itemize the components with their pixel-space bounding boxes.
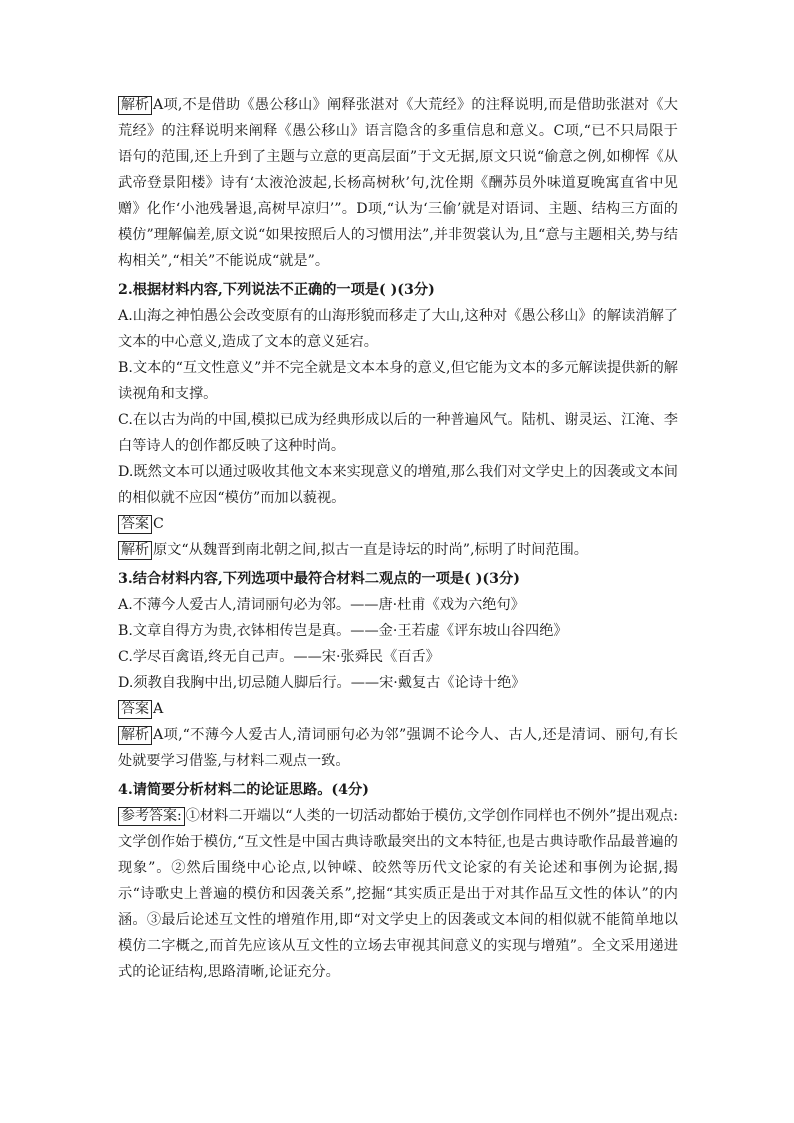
analysis-text: 原文“从魏晋到南北朝之间,拟古一直是诗坛的时尚”,标明了时间范围。 xyxy=(153,542,588,558)
analysis-tag: 解析 xyxy=(118,541,152,560)
q3-option-d: D.须教自我胸中出,切忌随人脚后行。——宋·戴复古《论诗十绝》 xyxy=(118,675,526,691)
reference-answer-tag: 参考答案: xyxy=(118,807,185,826)
question-3: 3.结合材料内容,下列选项中最符合材料二观点的一项是( )(3分) xyxy=(118,571,520,587)
question-4: 4.请简要分析材料二的论证思路。(4分) xyxy=(118,782,369,798)
q3-answer xyxy=(118,696,678,722)
q3-option-c: C.学尽百禽语,终无自己声。——宋·张舜民《百舌》 xyxy=(118,649,440,665)
q2-option-a: A.山海之神怕愚公会改变原有的山海形貌而移走了大山,这种对《愚公移山》的解读消解了文本的中心意义,造成了文本的意义延宕。 xyxy=(118,308,678,350)
answer-value: A xyxy=(153,701,164,717)
q3-analysis xyxy=(118,722,678,774)
q2-option-b: B.文本的“互文性意义”并不完全就是文本本身的意义,但它能为文本的多元解读提供新的解读视角和支撑。 xyxy=(118,360,678,402)
analysis-paragraph xyxy=(118,92,678,274)
document-page xyxy=(118,92,678,985)
q2-option-d: D.既然文本可以通过吸收其他文本来实现意义的增殖,那么我们对文学史上的因袭或文本间的相似就不应因“模仿”而加以藐视。 xyxy=(118,464,678,506)
q2-answer xyxy=(118,511,678,537)
answer-tag: 答案 xyxy=(118,700,152,719)
analysis-text: A项,“不薄今人爱古人,清词丽句必为邻”强调不论今人、古人,还是清词、丽句,有长处就要学习借鉴,与材料二观点一致。 xyxy=(118,727,678,769)
analysis-tag: 解析 xyxy=(118,96,152,115)
q2-option-c: C.在以古为尚的中国,模拟已成为经典形成以后的一种普遍风气。陆机、谢灵运、江淹、李白等诗人的创作都反映了这种时尚。 xyxy=(118,412,678,454)
q4-answer xyxy=(118,803,678,985)
q3-option-b: B.文章自得方为贵,衣钵相传岂是真。——金·王若虚《评东坡山谷四绝》 xyxy=(118,623,568,639)
analysis-tag: 解析 xyxy=(118,726,152,745)
analysis-text: A项,不是借助《愚公移山》阐释张湛对《大荒经》的注释说明,而是借助张湛对《大荒经》的注释说明来阐释《愚公移山》语言隐含的多重信息和意义。C项,“已不只局限于语句的范围,还上升到了主题与立意的更高层面”于文无据,原文只说“偷意之例,如柳恽《从武帝登景阳楼》诗有‘太液沧波起,长杨高树秋’句,沈佺期《酬苏员外味道夏晚寓直省中见赠》化作‘小池残暑退,高树早凉归’”。D项,“认为‘三偷’就是对语词、主题、结构三方面的模仿”理解偏差,原文说“如果按照后人的习惯用法”,并非贺裳认为,且“意与主题相关,势与结构相关”,“相关”不能说成“就是”。 xyxy=(118,97,678,269)
q3-option-a: A.不薄今人爱古人,清词丽句必为邻。——唐·杜甫《戏为六绝句》 xyxy=(118,597,525,613)
q2-analysis xyxy=(118,537,678,563)
question-2: 2.根据材料内容,下列说法不正确的一项是( )(3分) xyxy=(118,282,435,298)
answer-tag: 答案 xyxy=(118,515,152,534)
reference-answer-text: ①材料二开端以“人类的一切活动都始于模仿,文学创作同样也不例外”提出观点:文学创作始于模仿,“互文性是中国古典诗歌最突出的文本特征,也是古典诗歌作品最普遍的现象”。②然后围绕中心论点,以钟嵘、皎然等历代文论家的有关论述和事例为论据,揭示“诗歌史上普遍的模仿和因袭关系”,挖掘“其实质正是出于对其作品互文性的体认”的内涵。③最后论述互文性的增殖作用,即“对文学史上的因袭或文本间的相似就不能简单地以模仿二字概之,而首先应该从互文性的立场去审视其间意义的实现与增殖”。全文采用递进式的论证结构,思路清晰,论证充分。 xyxy=(118,808,678,980)
answer-value: C xyxy=(153,516,164,532)
